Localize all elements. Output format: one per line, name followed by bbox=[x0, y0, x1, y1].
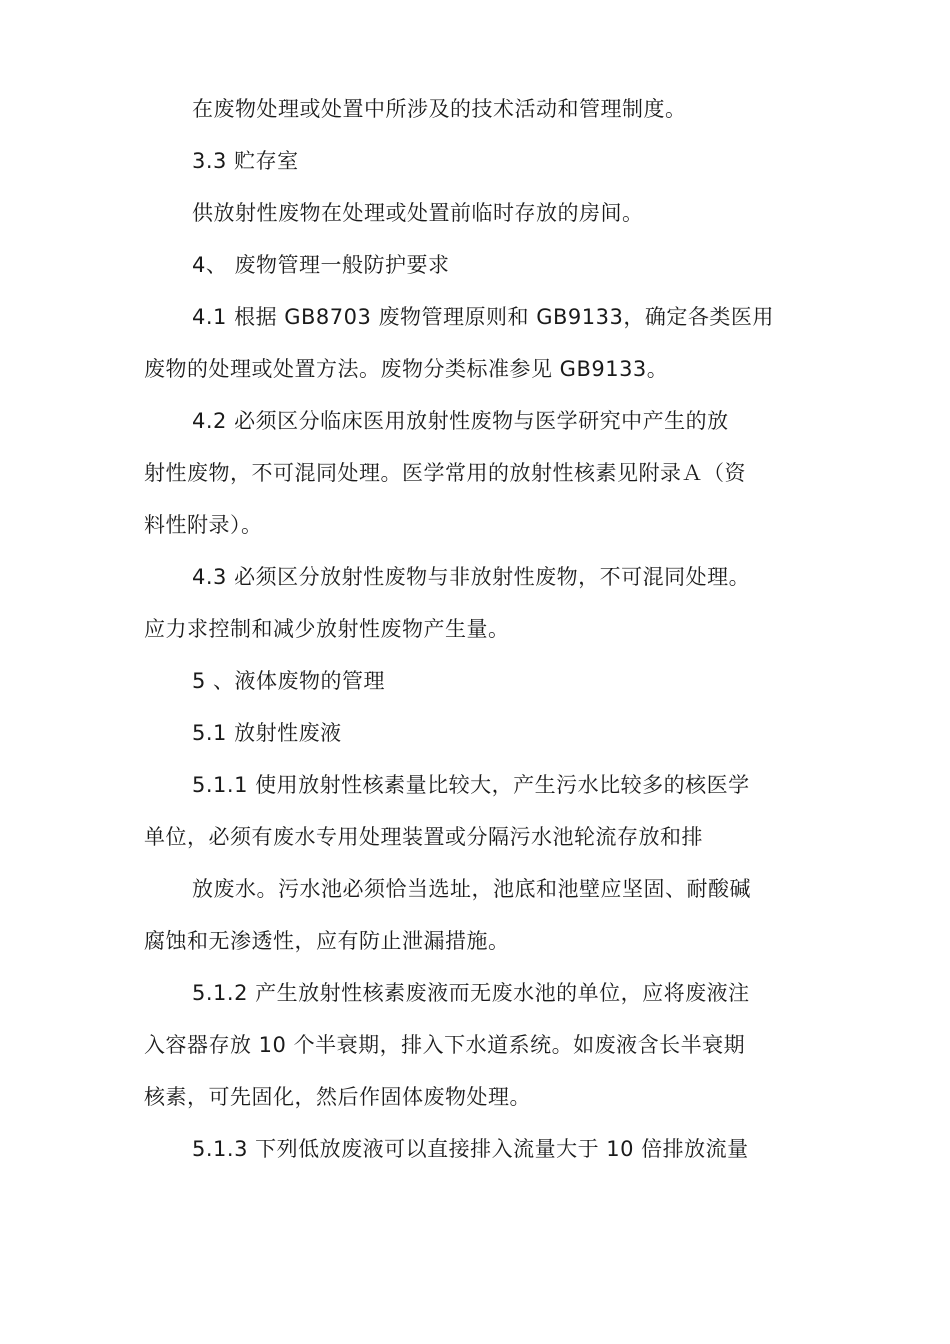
text-line-5: 4.1 根据 GB8703 废物管理原则和 GB9133，确定各类医用 bbox=[192, 305, 774, 329]
text-line-11: 应力求控制和减少放射性废物产生量。 bbox=[144, 617, 510, 641]
section-heading-5-1: 5.1 放射性废液 bbox=[192, 721, 342, 745]
text-line-21: 5.1.3 下列低放废液可以直接排入流量大于 10 倍排放流量 bbox=[192, 1137, 749, 1161]
text-line-3: 供放射性废物在处理或处置前临时存放的房间。 bbox=[192, 201, 644, 225]
text-line-19: 入容器存放 10 个半衰期，排入下水道系统。如废液含长半衰期 bbox=[144, 1033, 746, 1057]
text-line-6: 废物的处理或处置方法。废物分类标准参见 GB9133。 bbox=[144, 357, 669, 381]
text-line-1: 在废物处理或处置中所涉及的技术活动和管理制度。 bbox=[192, 97, 687, 121]
text-line-20: 核素，可先固化，然后作固体废物处理。 bbox=[144, 1085, 531, 1109]
text-line-8: 射性废物，不可混同处理。医学常用的放射性核素见附录Ａ（资 bbox=[144, 461, 746, 485]
section-heading-5: 5 、液体废物的管理 bbox=[192, 669, 386, 693]
section-heading-4: 4、 废物管理一般防护要求 bbox=[192, 253, 450, 277]
text-line-14: 5.1.1 使用放射性核素量比较大，产生污水比较多的核医学 bbox=[192, 773, 750, 797]
text-line-10: 4.3 必须区分放射性废物与非放射性废物，不可混同处理。 bbox=[192, 565, 751, 589]
text-line-17: 腐蚀和无渗透性，应有防止泄漏措施。 bbox=[144, 929, 510, 953]
text-line-16: 放废水。污水池必须恰当选址，池底和池壁应坚固、耐酸碱 bbox=[192, 877, 751, 901]
section-heading-3-3: 3.3 贮存室 bbox=[192, 149, 299, 173]
text-line-9: 料性附录）。 bbox=[144, 513, 263, 537]
text-line-7: 4.2 必须区分临床医用放射性废物与医学研究中产生的放 bbox=[192, 409, 729, 433]
text-line-15: 单位，必须有废水专用处理装置或分隔污水池轮流存放和排 bbox=[144, 825, 703, 849]
text-line-18: 5.1.2 产生放射性核素废液而无废水池的单位，应将废液注 bbox=[192, 981, 750, 1005]
